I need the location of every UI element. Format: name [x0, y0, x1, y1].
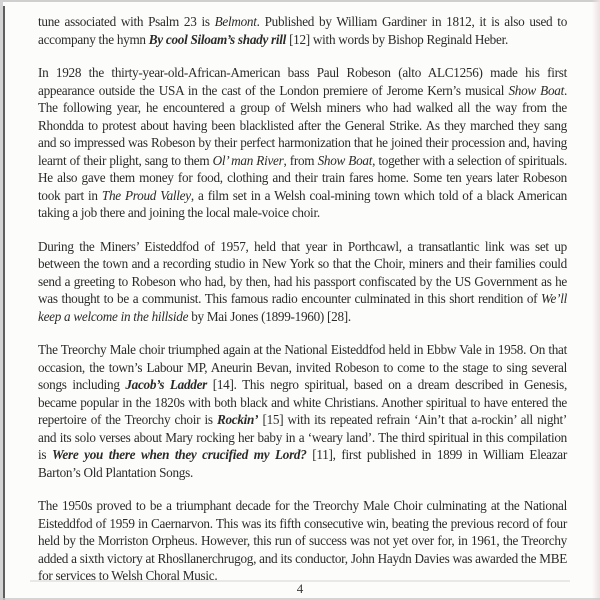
text-segment: Ol’ man River: [212, 152, 284, 168]
text-segment: tune associated with Psalm 23 is: [38, 14, 215, 29]
paragraph: [38, 64, 567, 222]
text-segment: Jacob’s Ladder: [125, 377, 208, 392]
paragraph: [38, 13, 567, 48]
text-segment: The 1950s proved to be a triumphant decade for the Treorchy Male Choir culminating at the National Eisteddfod of 1959 in Caernarvon. This was its fifth consecutive win, beating the previous record of four held by the Morriston Orpheus. However, this run of success was not yet over for, in 1961, the Treorchy added a sixth victory at Rhosllanerchrugog, and its conductor, John Haydn Davies was awarded the MBE for services to Welsh Choral Music.: [38, 498, 567, 583]
scan-edge-right: [592, 0, 600, 600]
text-segment: Show Boat: [317, 152, 373, 168]
text-segment: Show Boat: [508, 82, 564, 98]
text-segment: by Mai Jones (1899-1960) [28].: [188, 308, 351, 324]
text-segment: Were you there when they crucified my Lord?: [51, 447, 307, 462]
scan-edge-left-line: [3, 6, 5, 600]
text-segment: , a film set in a Welsh coal-mining town which told of a black American taking a job there and joining the local male-voice choir.: [38, 187, 567, 220]
text-segment: The Treorchy Male choir triumphed again at the National Eisteddfod held in Ebbw Vale in 1958. On that occasion, the town’s Labour MP, Aneurin Bevan, invited Robeson to come to the stage to sing several songs including: [38, 342, 567, 392]
scan-edge-top: [0, 0, 600, 2]
paragraph: [38, 341, 567, 481]
text-segment: The Proud Valley: [101, 187, 191, 203]
text-segment: In 1928 the thirty-year-old-African-American bass Paul Robeson (alto ALC1256) made his first appearance outside the USA in the cast of the London premiere of Jerome Kern’s musical: [38, 65, 567, 98]
text-segment: [12] with words by Bishop Reginald Heber.: [286, 31, 508, 47]
page-number: 4: [296, 581, 304, 596]
paragraph: [38, 497, 567, 585]
text-segment: [14]. This negro spiritual, based on a dream described in Genesis, became popular in the 1820s with both black and white Christians. Another spiritual to have entered the repertoire of the Treorchy choir is: [38, 377, 567, 427]
text-segment: . Published by William Gardiner in 1812, it is also used to accompany the hymn: [38, 14, 568, 47]
text-segment: [15] with its repeated refrain ‘Ain’t that a-rockin’ all night’ and its solo verses about Mary rocking her baby in a ‘weary land’. The third spiritual in this compilation is: [38, 412, 567, 462]
page-text: [38, 13, 567, 600]
text-segment: During the Miners’ Eisteddfod of 1957, held that year in Porthcawl, a transatlantic link was set up between the town and a recording studio in New York so that the Choir, miners and their families could send a greeting to Robeson who had, by then, had his passport confiscated by the US Government as he was thought to be a communist. This famous radio encounter culminated in this short rendition of: [38, 238, 567, 306]
text-segment: , together with a selection of spirituals. He also gave them money for food, clothing and their train fares home. Some ten years later Robeson took part in: [38, 152, 567, 203]
text-segment: We’ll keep a welcome in the hillside: [38, 291, 567, 324]
text-segment: Rockin’: [216, 412, 259, 427]
text-segment: Belmont: [214, 14, 257, 29]
text-segment: . The following year, he encountered a group of Welsh miners who had walked all the way from the Rhondda to protest about having been blacklisted after the General Strike. As they marched they sang and so impressed was Robeson by their perfect harmonization that he joined their procession and, having learnt of their plight, sang to them: [38, 82, 568, 168]
text-segment: [11], first published in 1899 in William Eleazar Barton’s Old Plantation Songs.: [38, 447, 567, 480]
text-segment: By cool Siloam’s shady rill: [148, 31, 287, 47]
paragraph: [38, 238, 567, 326]
text-segment: , from: [283, 152, 318, 168]
